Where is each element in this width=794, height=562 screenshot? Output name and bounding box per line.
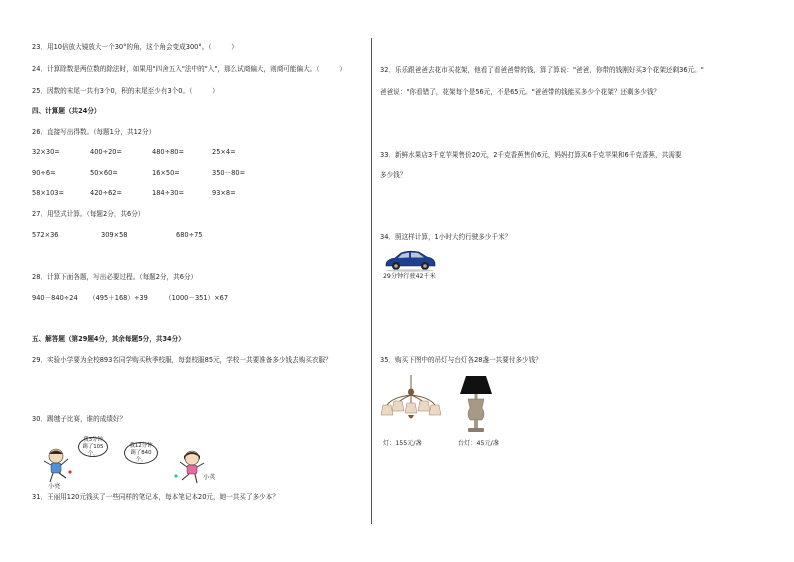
table-lamp-image [458,374,494,436]
car-image [383,248,437,272]
question-33-line-2: 多少钱？ [380,171,407,179]
calc-item: 32×30= [32,148,60,156]
question-34: 34．照这样计算，1小时大约行驶多少千米？ [380,233,512,241]
question-33-line-1: 33．新鲜水果店3千克苹果售价20元，2千克香蕉售价6元，妈妈打算买6千克苹果和6千克香蕉，共需要 [380,151,682,159]
speech-bubble-1-text: 我3分钟踢了105个。 [82,436,104,457]
calc-item: 50×60= [90,169,118,177]
boy-kicking-shuttlecock-illustration [36,445,76,485]
calc-item: 184÷30= [152,189,185,197]
stepwise-calc-item: （1000－351）×67 [165,294,229,302]
calc-item: 16×50= [152,169,180,177]
speech-bubble-1 [78,437,108,457]
speech-bubble-2 [124,442,158,464]
question-27: 27．用竖式计算。（每题2分，共6分） [32,210,145,218]
question-26: 26．直接写出得数。（每题1分，共12分） [32,128,156,136]
calc-item: 58×103= [32,189,65,197]
calc-item: 93×8= [212,189,236,197]
question-31: 31．王丽用120元钱买了一些同样的笔记本，每本笔记本20元，她一共买了多少本？ [32,493,279,501]
question-35: 35．购买下图中的吊灯与台灯各28盏一共要付多少钱？ [380,356,542,364]
speech-bubble-2-text: 我12分钟踢了840个。 [129,442,153,463]
question-24: 24．计算除数是两位数的除法时，如果用"四舍五入"法中的"入"，那么试商偏大，则商可能偏大。（ ） [32,65,346,73]
column-divider [371,38,372,524]
question-28: 28．计算下面各题，写出必要过程。（每题2分，共6分） [32,273,198,281]
calc-item: 400÷20= [90,148,123,156]
car-caption: 29分钟行驶42千米 [383,273,436,280]
question-29: 29．实验小学要为全校893名同学购买秋季校服，每套校服85元，学校一共要准备多少钱去购买衣服？ [32,356,332,364]
section-4-heading: 四、计算题（共24分） [32,107,101,115]
table-lamp-caption: 台灯：45元/盏 [458,440,499,447]
calc-item: 90÷6= [32,169,56,177]
vertical-calc-item: 680÷75 [176,231,203,239]
vertical-calc-item: 309×58 [101,231,128,239]
chandelier-caption: 灯：155元/盏 [383,440,422,447]
vertical-calc-item: 572×36 [32,231,59,239]
calc-item: 350－80= [212,169,246,177]
calc-item: 420÷62= [90,189,123,197]
girl-name-label: 小英 [203,474,216,481]
section-5-heading: 五、解答题（第29题4分，其余每题5分，共34分） [32,335,185,343]
chandelier-image [381,375,441,425]
question-32-line-2: 爸爸说："你看错了，花架每个是56元，不是65元。"爸爸带的钱能买多少个花架？还剩多少钱？ [380,88,661,96]
boy-name-label: 小亮 [48,483,61,490]
calc-item: 25×4= [212,148,236,156]
question-23: 23．用10倍放大镜放大一个30°的角，这个角会变成300°。（ ） [32,43,238,51]
stepwise-calc-item: 940－840÷24 [32,294,78,302]
question-25: 25．因数的末尾一共有3个0，积的末尾至少有3个0。（ ） [32,87,219,95]
question-32-line-1: 32．乐乐跟爸爸去花市买花架，他看了看爸爸带的钱，算了算说："爸爸，你带的钱刚好买3个花架还剩36元。" [380,66,704,74]
calc-item: 480÷80= [152,148,185,156]
question-30: 30．踢毽子比赛，谁的成绩好？ [32,415,127,423]
stepwise-calc-item: （495＋168）÷39 [89,294,148,302]
